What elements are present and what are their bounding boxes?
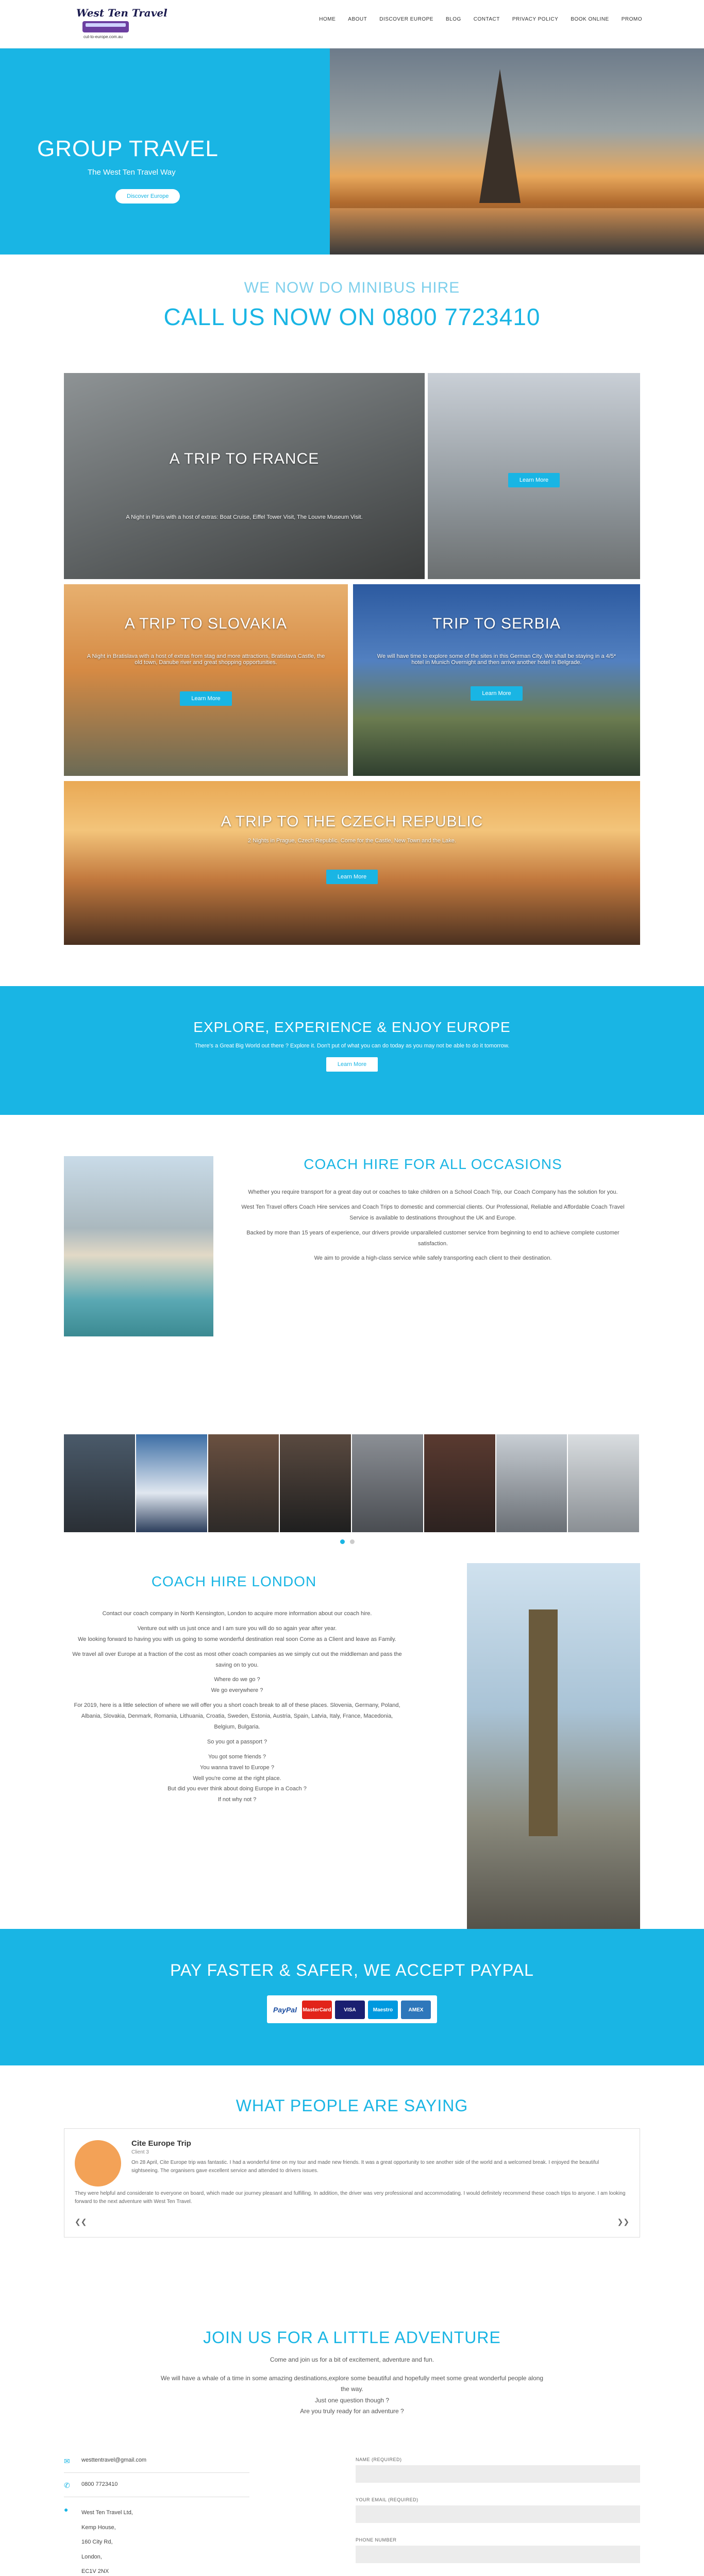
paypal-title: PAY FASTER & SAFER, WE ACCEPT PAYPAL — [170, 1961, 534, 1979]
hero-panel — [0, 48, 330, 255]
hero-title: GROUP TRAVEL — [37, 136, 219, 161]
carousel-photo — [280, 1434, 352, 1532]
nav-book-online[interactable]: BOOK ONLINE — [571, 16, 609, 22]
coach-paragraph: We aim to provide a high-class service while safely transporting each client to their destination. — [314, 1255, 552, 1262]
tile-france-desc: A Night in Paris with a host of extras: Boat Cruise, Eiffel Tower Visit, The Louvre Museum Visit. — [126, 514, 363, 520]
testimonials-section — [0, 2065, 704, 2302]
hero-subtitle: The West Ten Travel Way — [88, 168, 176, 177]
name-input[interactable] — [356, 2465, 640, 2483]
name-label: NAME (REQUIRED) — [356, 2457, 402, 2462]
address-line: West Ten Travel Ltd, — [81, 2510, 133, 2516]
carousel-dot-active[interactable] — [340, 1539, 345, 1544]
paypal-section — [0, 1929, 704, 2065]
testimonial-quote-cont: They were helpful and considerate to everyone on board, which made our journey pleasant and fulfilling. In addition, the driver was very professional and accommodating. I would definitely recommend these coach trips to anyone. I am looking forward to the next adventure with West Ten Travel. — [75, 2191, 626, 2205]
map-pin-icon: ● — [64, 2505, 69, 2514]
join-text: Just one question though ? — [314, 2396, 390, 2404]
london-paragraph: You wanna travel to Europe ? — [200, 1764, 274, 1771]
tile-serbia[interactable] — [353, 584, 640, 776]
london-paragraph: You got some friends ? — [208, 1753, 266, 1760]
london-paragraph: But did you ever think about doing Europe in a Coach ? — [167, 1786, 307, 1792]
envelope-icon: ✉ — [64, 2457, 70, 2465]
explore-learn-more-button[interactable]: Learn More — [326, 1057, 378, 1072]
tile-slovakia-desc: A Night in Bratislava with a host of extras from stag and more attractions, Bratislava Castle, the old town, Danube river and great shopping opportunities. — [87, 653, 325, 666]
paypal-logo: PayPal — [273, 2006, 297, 2014]
join-text: Come and join us for a bit of excitement, adventure and fun. — [270, 2356, 434, 2363]
coach-paragraph: Backed by more than 15 years of experience, our drivers provide unparalleled customer service from beginning to end to achieve complete customer satisfaction. — [246, 1229, 619, 1247]
phone-label: PHONE NUMBER — [356, 2537, 397, 2543]
carousel-photo — [208, 1434, 280, 1532]
london-paragraph: We travel all over Europe at a fraction of the cost as most other coach companies as we simply cut out the middleman and pass the saving on to you. — [72, 1651, 402, 1668]
big-ben-image — [467, 1563, 640, 1929]
carousel-slides — [64, 1434, 640, 1532]
tile-serbia-title: TRIP TO SERBIA — [432, 615, 561, 632]
address-line: Kemp House, — [81, 2524, 116, 2531]
carousel-photo — [568, 1434, 640, 1532]
trip-tiles — [0, 373, 704, 945]
site-header — [0, 0, 704, 48]
hero-section — [0, 48, 704, 255]
phone-icon: ✆ — [64, 2481, 70, 2489]
address-line: London, — [81, 2553, 102, 2560]
testimonial-name: Cite Europe Trip — [131, 2139, 191, 2148]
nav-home[interactable]: HOME — [319, 16, 336, 22]
contact-address — [64, 2505, 249, 2576]
photo-carousel — [0, 1434, 704, 1563]
carousel-photo — [496, 1434, 568, 1532]
london-paragraph: We go everywhere ? — [211, 1687, 263, 1694]
join-text: Are you truly ready for an adventure ? — [300, 2408, 404, 2415]
maestro-icon: Maestro — [368, 2001, 398, 2019]
nav-about[interactable]: ABOUT — [348, 16, 367, 22]
minibus-heading: WE NOW DO MINIBUS HIRE — [244, 279, 460, 296]
testimonial-quote: On 28 April, Cite Europe trip was fantastic. I had a wonderful time on my tour and made new friends. It was a great opportunity to see another side of the world and a welcomed break. I enjoyed the beautiful sightseeing. The organisers gave excellent service and attended to drivers issues. — [131, 2160, 599, 2174]
mastercard-icon: MasterCard — [302, 2001, 332, 2019]
amex-icon: AMEX — [401, 2001, 431, 2019]
london-paragraph: Where do we go ? — [214, 1676, 260, 1683]
carousel-dots — [340, 1539, 355, 1544]
tile-slovakia-title: A TRIP TO SLOVAKIA — [124, 615, 288, 632]
avatar — [75, 2140, 121, 2187]
testimonial-client: Client 3 — [131, 2149, 149, 2155]
carousel-dot[interactable] — [350, 1539, 355, 1544]
contact-phone-text[interactable]: 0800 7723410 — [81, 2481, 118, 2487]
bus-icon — [82, 21, 129, 32]
nav-promo[interactable]: PROMO — [621, 16, 642, 22]
carousel-photo — [424, 1434, 496, 1532]
contact-section — [0, 2457, 704, 2576]
tile-france[interactable] — [64, 373, 425, 579]
phone-input[interactable] — [356, 2546, 640, 2563]
coach-hire-section — [0, 1115, 704, 1434]
coach-paragraph: Whether you require transport for a great day out or coaches to take children on a School Coach Trip, our Coach Company has the solution for you. — [248, 1189, 618, 1195]
email-input[interactable] — [356, 2505, 640, 2523]
tile-paris[interactable] — [428, 373, 640, 579]
testimonial-card — [64, 2128, 640, 2238]
join-title: JOIN US FOR A LITTLE ADVENTURE — [203, 2328, 501, 2347]
tile-czech-desc: 2 Nights in Prague, Czech Republic. Come for the Castle, New Town and the Lake. — [248, 838, 456, 844]
nav-blog[interactable]: BLOG — [445, 16, 461, 22]
london-paragraph: If not why not ? — [217, 1797, 257, 1803]
explore-title: EXPLORE, EXPERIENCE & ENJOY EUROPE — [193, 1019, 511, 1035]
tile-czech-learn-more-button[interactable]: Learn More — [326, 870, 378, 884]
explore-text: There's a Great Big World out there ? Explore it. Don't put of what you can do today as you may not be able to do it tomorrow. — [194, 1043, 510, 1049]
hero-image-eiffel-tower — [330, 48, 704, 255]
london-paragraph: Well you're come at the right place. — [193, 1775, 281, 1782]
tile-france-title: A TRIP TO FRANCE — [169, 450, 320, 467]
main-nav — [319, 16, 642, 22]
address-line: 160 City Rd, — [81, 2539, 113, 2546]
london-paragraph: We looking forward to having you with us going to some wonderful destination real soon Come as a Client and leave as Family. — [78, 1636, 396, 1642]
coach-hire-title: COACH HIRE FOR ALL OCCASIONS — [304, 1156, 562, 1172]
tile-czech-title: A TRIP TO THE CZECH REPUBLIC — [221, 813, 483, 830]
email-label: YOUR EMAIL (REQUIRED) — [356, 2497, 418, 2502]
london-title: COACH HIRE LONDON — [151, 1573, 317, 1589]
tile-slovakia-learn-more-button[interactable]: Learn More — [180, 691, 231, 706]
tile-serbia-desc: We will have time to explore some of the sites in this German City. We shall be staying in a 4/5* hotel in Munich Overnight and then arrive another hotel in Belgrade. — [377, 653, 616, 666]
coach-paragraph: West Ten Travel offers Coach Hire services and Coach Trips to domestic and commercial clients. Our Professional, Reliable and Affordable Coach Travel Service is available to destinations throughout the UK and Europe. — [241, 1204, 625, 1221]
eiffel-tower-shape — [479, 69, 521, 203]
nav-discover-europe[interactable]: DISCOVER EUROPE — [379, 16, 433, 22]
testimonials-title: WHAT PEOPLE ARE SAYING — [236, 2096, 468, 2115]
call-us-heading: CALL US NOW ON 0800 7723410 — [163, 303, 541, 330]
tile-paris-learn-more-button[interactable]: Learn More — [508, 473, 560, 487]
discover-europe-button[interactable]: Discover Europe — [115, 189, 180, 204]
address-line: EC1V 2NX — [81, 2568, 109, 2575]
logo-tagline: cut-to-europe.com.au — [83, 34, 123, 39]
coach-hire-text — [237, 1187, 629, 1268]
site-logo[interactable] — [72, 4, 167, 45]
reflecting-pool — [330, 208, 704, 255]
tile-serbia-learn-more-button[interactable]: Learn More — [471, 686, 522, 701]
explore-section — [0, 986, 704, 1115]
minibus-section — [0, 255, 704, 373]
chevron-right-icon[interactable]: ❯❯ — [617, 2217, 629, 2226]
join-section — [0, 2302, 704, 2457]
london-paragraph: For 2019, here is a little selection of where we will offer you a short coach break to all of these places. Slovenia, Germany, Poland, Albania, Slovakia, Denmark, Romania, Lithuania, Croatia, Sweden, Estonia, Austria, Spain, Latvia, Italy, France, Macedonia, Belgium, Bulgaria. — [74, 1702, 400, 1731]
tile-slovakia[interactable] — [64, 584, 348, 776]
london-paragraph: So you got a passport ? — [207, 1738, 267, 1745]
london-paragraph: Venture out with us just once and I am sure you will do so again year after year. — [137, 1625, 337, 1632]
payment-methods — [267, 1995, 437, 2023]
contact-email-text[interactable]: westtentravel@gmail.com — [81, 2457, 147, 2463]
coach-hire-london-section — [0, 1563, 704, 1929]
nav-privacy-policy[interactable]: PRIVACY POLICY — [512, 16, 559, 22]
contact-info — [64, 2457, 249, 2576]
nav-contact[interactable]: CONTACT — [473, 16, 500, 22]
visa-icon: VISA — [335, 2001, 365, 2019]
contact-email — [64, 2457, 249, 2473]
carousel-photo — [136, 1434, 208, 1532]
chevron-left-icon[interactable]: ❮❮ — [75, 2217, 87, 2226]
venice-image — [64, 1156, 213, 1336]
contact-phone — [64, 2481, 249, 2497]
london-paragraph: Contact our coach company in North Kensington, London to acquire more information about our coach hire. — [102, 1611, 372, 1617]
carousel-photo — [64, 1434, 136, 1532]
logo-text: West Ten Travel — [76, 6, 167, 19]
carousel-photo — [352, 1434, 424, 1532]
london-text — [72, 1608, 402, 1809]
contact-form — [356, 2457, 640, 2576]
tile-czech-republic[interactable] — [64, 781, 640, 945]
join-text: We will have a whale of a time in some amazing destinations,explore some beautiful and hopefully meet some great wonderful people along the way. — [160, 2374, 544, 2393]
